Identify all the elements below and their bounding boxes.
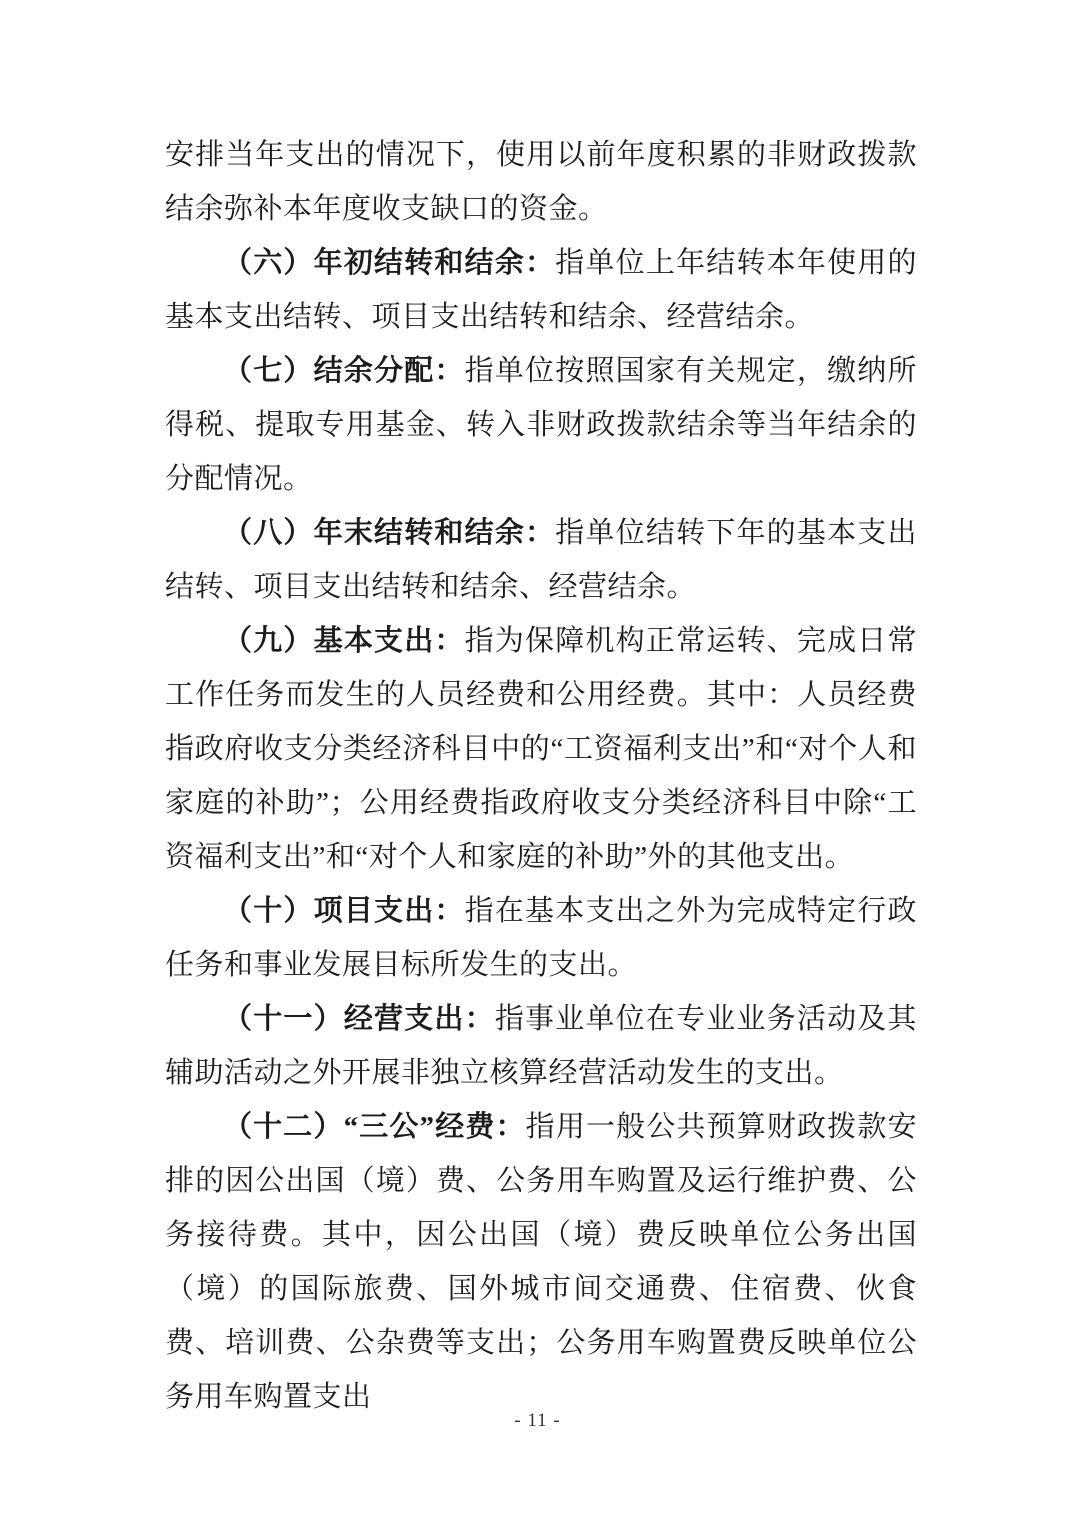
paragraph-lead: （六）年初结转和结余： (223, 247, 556, 279)
paragraph (165, 236, 917, 344)
paragraph-text: 安排当年支出的情况下，使用以前年度积累的非财政拨款结余弥补本年度收支缺口的资金。 (165, 139, 917, 225)
paragraph-lead: （十一）经营支出： (223, 1003, 495, 1035)
paragraph (165, 992, 917, 1100)
paragraph-lead: （九）基本支出： (223, 625, 465, 657)
paragraph-text: 指在基本支出之外为完成特定行政任务和事业发展目标所发生的支出。 (165, 895, 917, 981)
paragraph (165, 884, 917, 992)
paragraph-lead: （十二）“三公”经费： (223, 1111, 526, 1143)
paragraph-text: 指单位上年结转本年使用的基本支出结转、项目支出结转和结余、经营结余。 (165, 247, 917, 333)
document-body (165, 128, 917, 1424)
paragraph-lead: （十）项目支出： (223, 895, 465, 927)
paragraph-text: 指事业单位在专业业务活动及其辅助活动之外开展非独立核算经营活动发生的支出。 (165, 1003, 917, 1089)
paragraph-text: 指用一般公共预算财政拨款安排的因公出国（境）费、公务用车购置及运行维护费、公务接待费。其中，因公出国（境）费反映单位公务出国（境）的国际旅费、国外城市间交通费、住宿费、伙食费、培训费、公杂费等支出；公务用车购置费反映单位公务用车购置支出 (165, 1111, 917, 1413)
paragraph-text: 指单位结转下年的基本支出结转、项目支出结转和结余、经营结余。 (165, 517, 917, 603)
paragraph-text: 指单位按照国家有关规定，缴纳所得税、提取专用基金、转入非财政拨款结余等当年结余的分配情况。 (165, 355, 917, 495)
paragraph (165, 128, 917, 236)
paragraph-lead: （八）年末结转和结余： (223, 517, 556, 549)
paragraph (165, 614, 917, 884)
paragraph-lead: （七）结余分配： (223, 355, 465, 387)
page-number: - 11 - (514, 1410, 561, 1431)
paragraph (165, 1100, 917, 1424)
paragraph (165, 344, 917, 506)
paragraph-text: 指为保障机构正常运转、完成日常工作任务而发生的人员经费和公用经费。其中：人员经费指政府收支分类经济科目中的“工资福利支出”和“对个人和家庭的补助”；公用经费指政府收支分类经济科目中除“工资福利支出”和“对个人和家庭的补助”外的其他支出。 (165, 625, 917, 873)
paragraph (165, 506, 917, 614)
